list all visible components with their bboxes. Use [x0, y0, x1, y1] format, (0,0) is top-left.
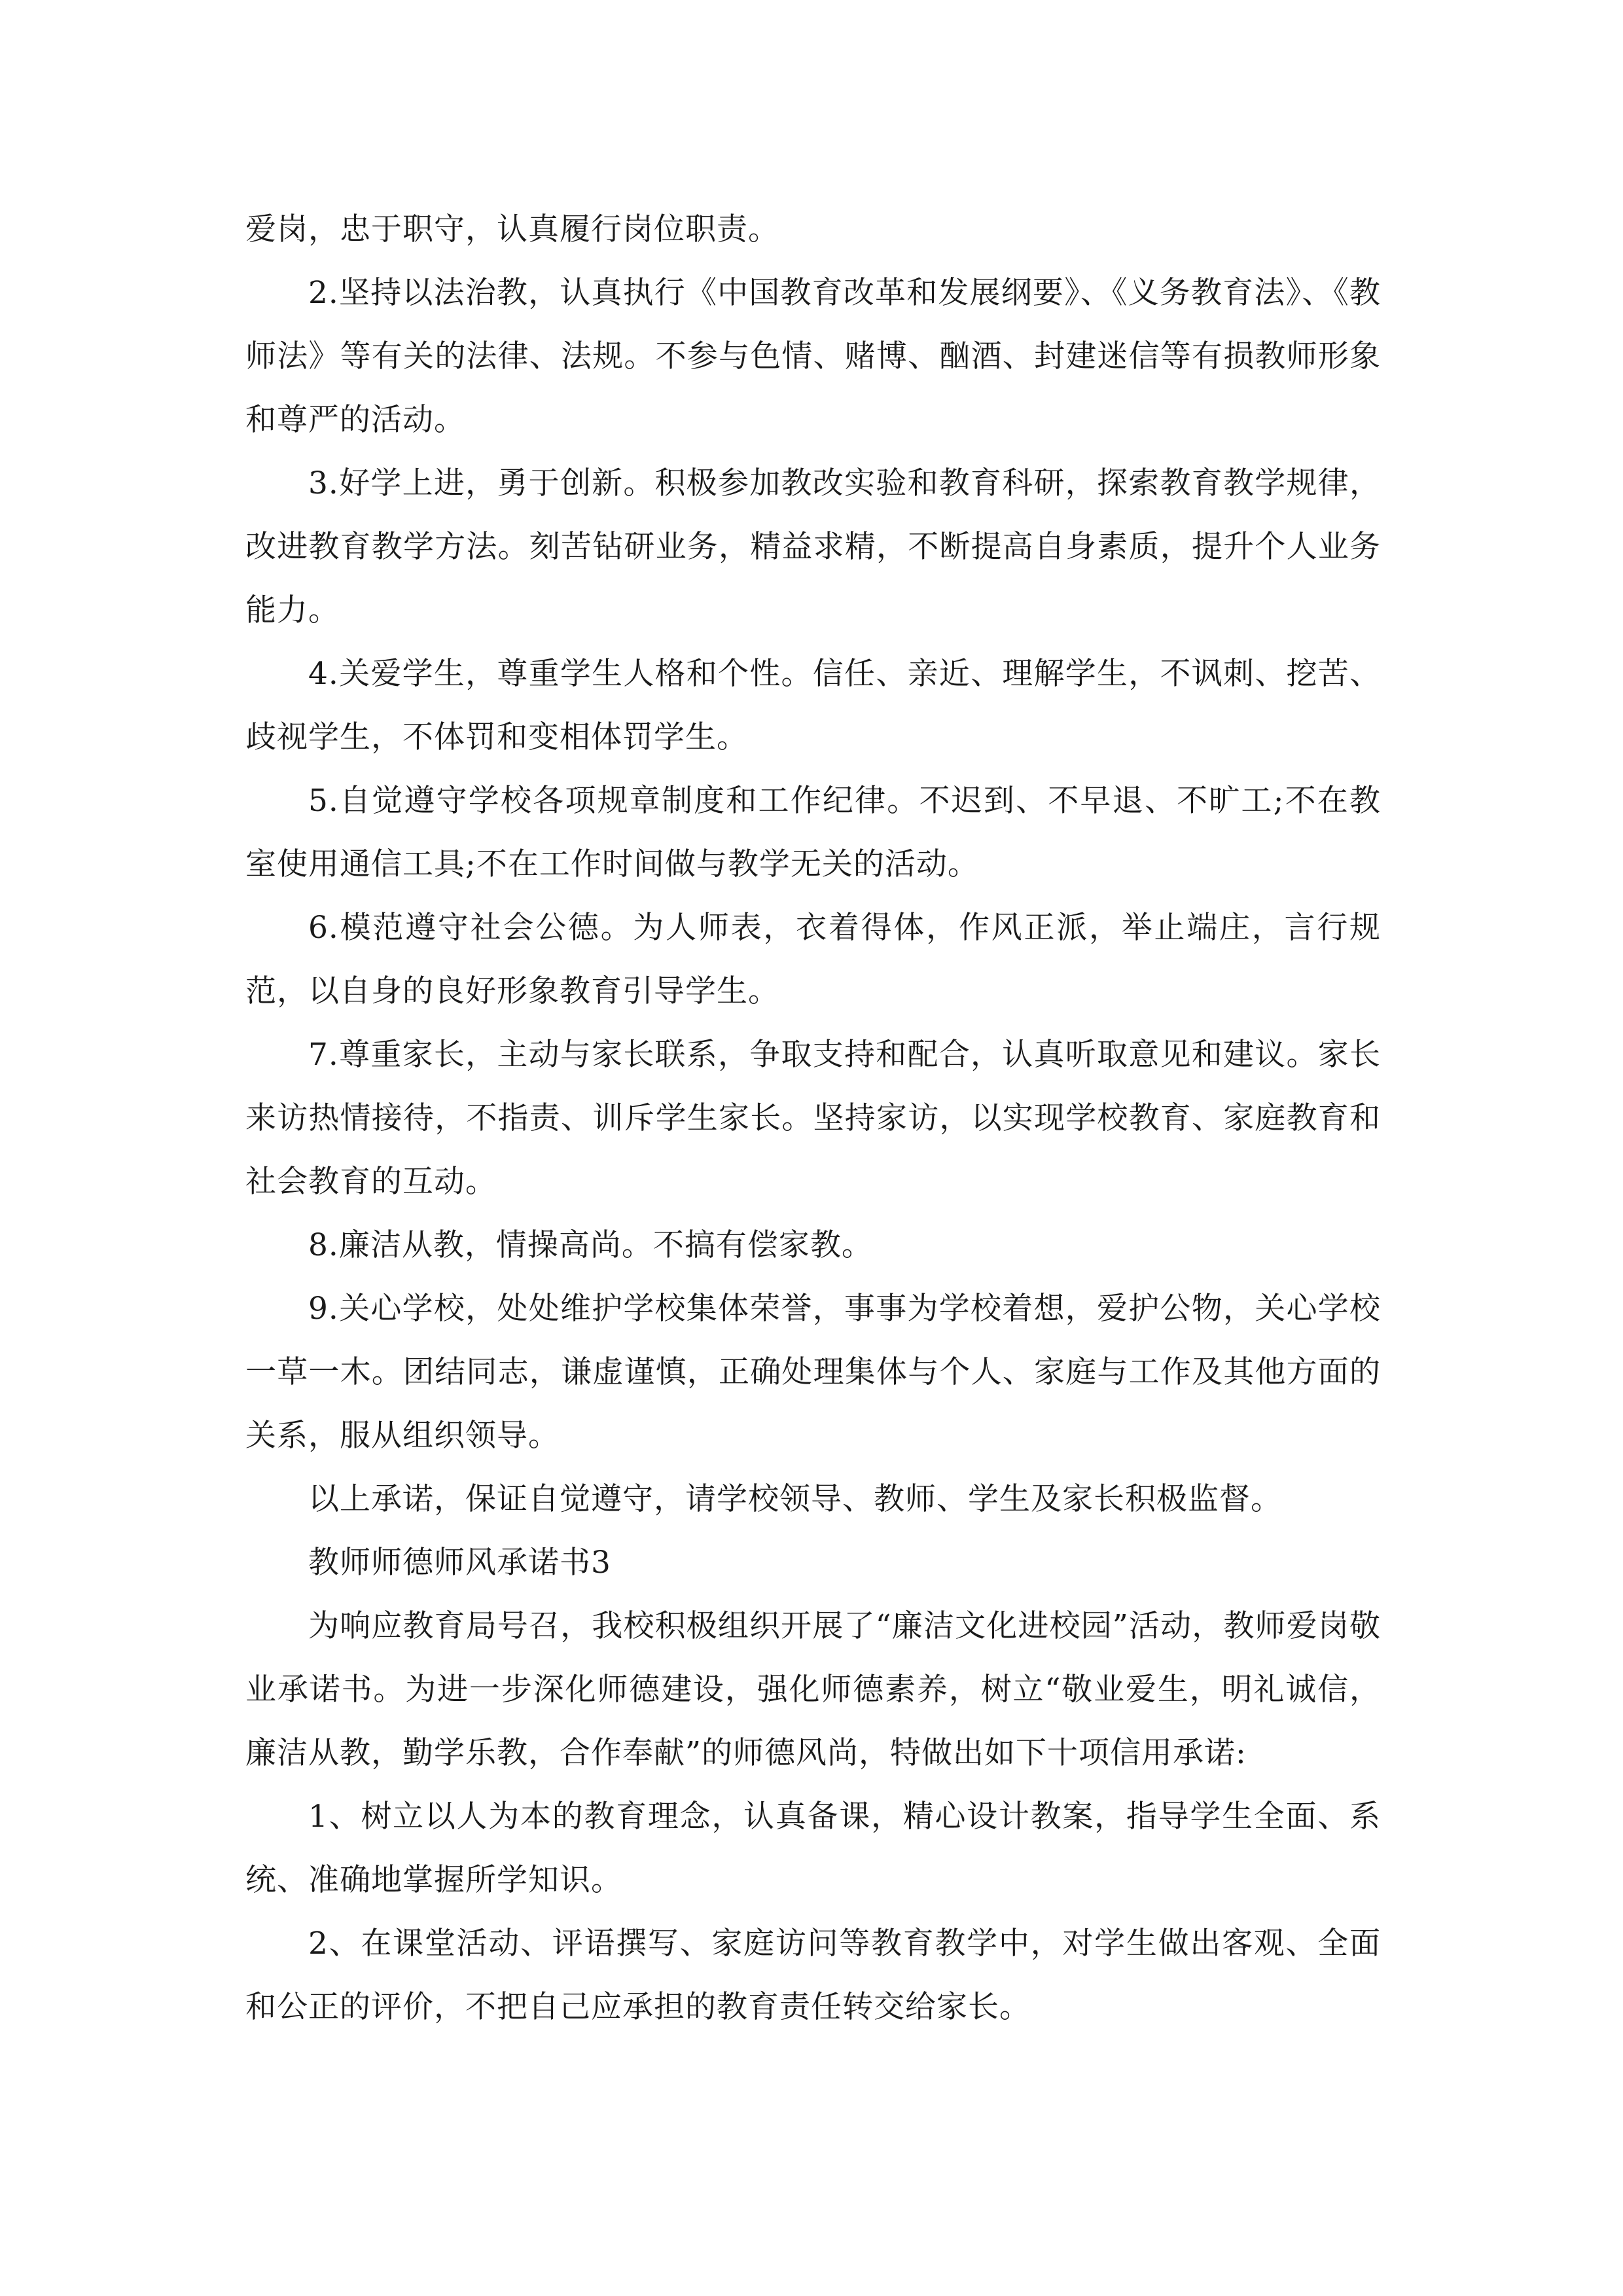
paragraph-item-8: 8.廉洁从教，情操高尚。不搞有偿家教。: [308, 1227, 873, 1263]
paragraph-item-4: 4.关爱学生，尊重学生人格和个性。信任、亲近、理解学生，不讽刺、挖苦、歧视学生，不体罚和变相体罚学生。: [245, 656, 1381, 755]
paragraph-item-6: 6.模范遵守社会公德。为人师表，衣着得体，作风正派，举止端庄，言行规范，以自身的良好形象教育引导学生。: [245, 910, 1381, 1009]
paragraph-item-2: 2.坚持以法治教，认真执行《中国教育改革和发展纲要》、《义务教育法》、《教师法》等有关的法律、法规。不参与色情、赌博、酗酒、封建迷信等有损教师形象和尊严的活动。: [245, 275, 1381, 438]
paragraph-closing: 以上承诺，保证自觉遵守，请学校领导、教师、学生及家长积极监督。: [308, 1481, 1282, 1517]
paragraph-item-3: 3.好学上进，勇于创新。积极参加教改实验和教育科研，探索教育教学规律，改进教育教学方法。刻苦钻研业务，精益求精，不断提高自身素质，提升个人业务能力。: [245, 465, 1381, 628]
paragraph-pledge-1: 1、树立以人为本的教育理念，认真备课，精心设计教案，指导学生全面、系统、准确地掌握所学知识。: [245, 1799, 1381, 1898]
section-title: 教师师德师风承诺书3: [308, 1545, 611, 1581]
paragraph-continuation: 爱岗，忠于职守，认真履行岗位职责。: [245, 211, 779, 247]
document-body: [245, 198, 1381, 2039]
paragraph-intro: 为响应教育局号召，我校积极组织开展了“廉洁文化进校园”活动，教师爱岗敬业承诺书。为进一步深化师德建设，强化师德素养，树立“敬业爱生，明礼诚信，廉洁从教，勤学乐教，合作奉献”的师德风尚，特做出如下十项信用承诺:: [245, 1608, 1381, 1771]
paragraph-pledge-2: 2、在课堂活动、评语撰写、家庭访问等教育教学中，对学生做出客观、全面和公正的评价，不把自己应承担的教育责任转交给家长。: [245, 1926, 1381, 2025]
paragraph-item-7: 7.尊重家长，主动与家长联系，争取支持和配合，认真听取意见和建议。家长来访热情接待，不指责、训斥学生家长。坚持家访，以实现学校教育、家庭教育和社会教育的互动。: [245, 1037, 1381, 1200]
paragraph-item-9: 9.关心学校，处处维护学校集体荣誉，事事为学校着想，爱护公物，关心学校一草一木。团结同志，谦虚谨慎，正确处理集体与个人、家庭与工作及其他方面的关系，服从组织领导。: [245, 1291, 1381, 1454]
paragraph-item-5: 5.自觉遵守学校各项规章制度和工作纪律。不迟到、不早退、不旷工;不在教室使用通信工具;不在工作时间做与教学无关的活动。: [245, 783, 1381, 882]
